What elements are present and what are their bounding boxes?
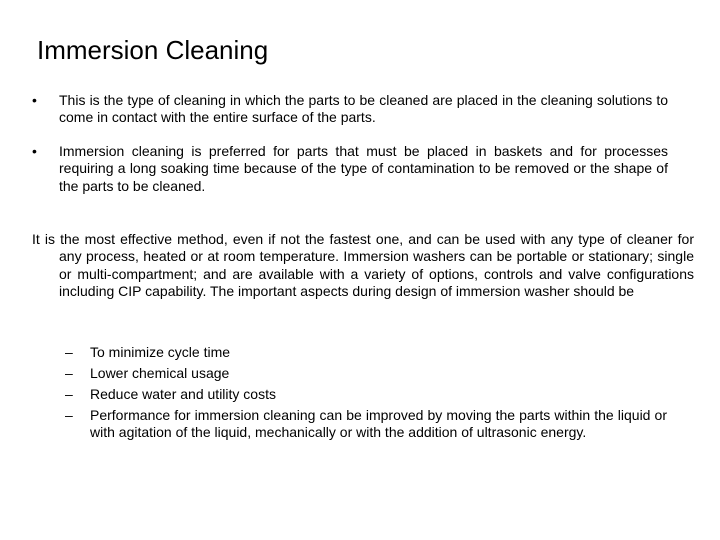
dash-icon: – <box>65 365 73 381</box>
dash-icon: – <box>65 386 73 402</box>
sub-item <box>65 386 667 403</box>
sub-item <box>65 344 667 361</box>
bullet-text: Immersion cleaning is preferred for parts that must be placed in baskets and for processes requiring a long soaking time because of the type of contamination to be removed or the shape of the parts to be cleaned. <box>59 142 668 194</box>
sub-item <box>65 365 667 382</box>
sub-item-text: To minimize cycle time <box>90 344 231 360</box>
body-paragraph: It is the most effective method, even if not the fastest one, and can be used with any type of cleaner for any process, heated or at room temperature. Immersion washers can be portable or stationary; single or multi-compartment; and are available with a variety of options, controls and valve configurations including CIP capability. The important aspects during design of immersion washer should be <box>32 231 694 300</box>
dash-icon: – <box>65 407 73 423</box>
bullet-dot-icon: • <box>32 92 37 108</box>
bullet-item <box>32 143 668 195</box>
bullet-text: This is the type of cleaning in which the parts to be cleaned are placed in the cleaning solutions to come in contact with the entire surface of the parts. <box>59 92 668 126</box>
bullet-list <box>32 92 668 211</box>
dash-icon: – <box>65 344 73 360</box>
slide-title: Immersion Cleaning <box>37 35 269 65</box>
sub-item-list <box>65 344 667 445</box>
bullet-item <box>32 92 668 127</box>
sub-item-text: Lower chemical usage <box>90 365 230 381</box>
sub-item <box>65 407 667 442</box>
sub-item-text: Reduce water and utility costs <box>90 386 276 402</box>
sub-item-text: Performance for immersion cleaning can be improved by moving the parts within the liquid or with agitation of the liquid, mechanically or with the addition of ultrasonic energy. <box>90 407 667 441</box>
bullet-dot-icon: • <box>32 142 37 159</box>
